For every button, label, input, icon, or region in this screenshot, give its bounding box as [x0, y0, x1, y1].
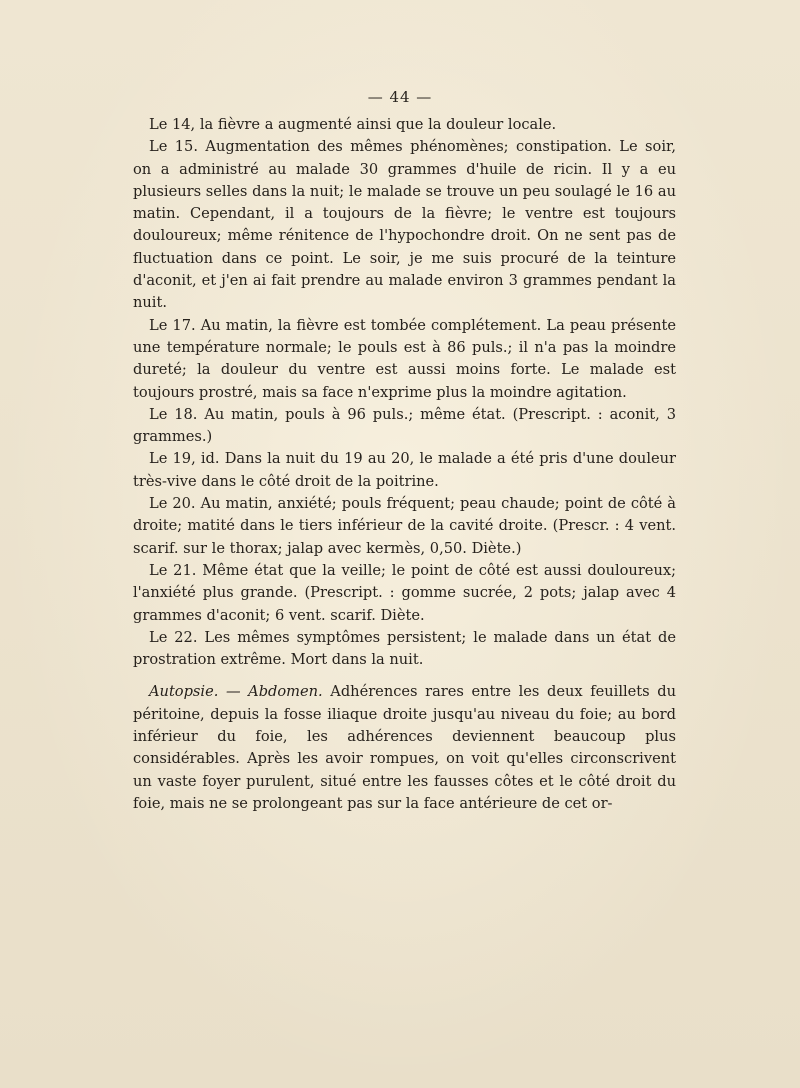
autopsy-heading: Autopsie. — Abdomen.	[149, 683, 323, 701]
paragraph-day-21: Le 21. Même état que la veille; le point de côté est aussi douloureux; l'anxiété plus grande. (Prescript. : gomme sucrée, 2 pots; jalap avec 4 grammes d'aconit; 6 vent. scarif. Diète.	[133, 561, 676, 624]
page-number: — 44 —	[367, 88, 433, 106]
paragraph-day-15: Le 15. Augmentation des mêmes phénomènes; constipation. Le soir, on a administré au malade 30 grammes d'huile de ricin. Il y a eu plusieurs selles dans la nuit; le malade se trouve un peu soulagé le 16 au matin. Cependant, il a toujours de la fièvre; le ventre est toujours douloureux; même rénitence de l'hypochondre droit. On ne sent pas de fluctuation dans ce point. Le soir, je me suis procuré de la teinture d'aconit, et j'en ai fait prendre au malade environ 3 grammes pendant la nuit.	[133, 138, 676, 312]
paragraph-day-14: Le 14, la fièvre a augmenté ainsi que la douleur locale.	[149, 116, 557, 133]
paragraph-day-18: Le 18. Au matin, pouls à 96 puls.; même état. (Prescript. : aconit, 3 grammes.)	[133, 405, 676, 446]
paragraph-day-20: Le 20. Au matin, anxiété; pouls fréquent; peau chaude; point de côté à droite; matité dans le tiers inférieur de la cavité droite. (Prescr. : 4 vent. scarif. sur le thorax; jalap avec kermès, 0,50. Diète.)	[133, 495, 676, 557]
paragraph-autopsy	[133, 681, 676, 815]
body-text	[133, 114, 676, 815]
autopsy-text: Adhérences rares entre les deux feuillets du péritoine, depuis la fosse iliaque droite jusqu'au niveau du foie; au bord inférieur du foie, les adhérences deviennent beaucoup plus considérables. Après les avoir rompues, on voit qu'elles circonscrivent un vaste foyer purulent, situé entre les fausses côtes et le côté droit du foie, mais ne se prolongeant pas sur la face antérieure de cet or-	[133, 683, 676, 812]
paragraph-day-17: Le 17. Au matin, la fièvre est tombée complétement. La peau présente une température normale; le pouls est à 86 puls.; il n'a pas la moindre dureté; la douleur du ventre est aussi moins forte. Le malade est toujours prostré, mais sa face n'exprime plus la moindre agitation.	[133, 316, 676, 401]
paragraph-day-19: Le 19, id. Dans la nuit du 19 au 20, le malade a été pris d'une douleur très-vive dans le côté droit de la poitrine.	[133, 450, 676, 490]
paragraph-day-22: Le 22. Les mêmes symptômes persistent; le malade dans un état de prostration extrême. Mort dans la nuit.	[133, 628, 676, 669]
